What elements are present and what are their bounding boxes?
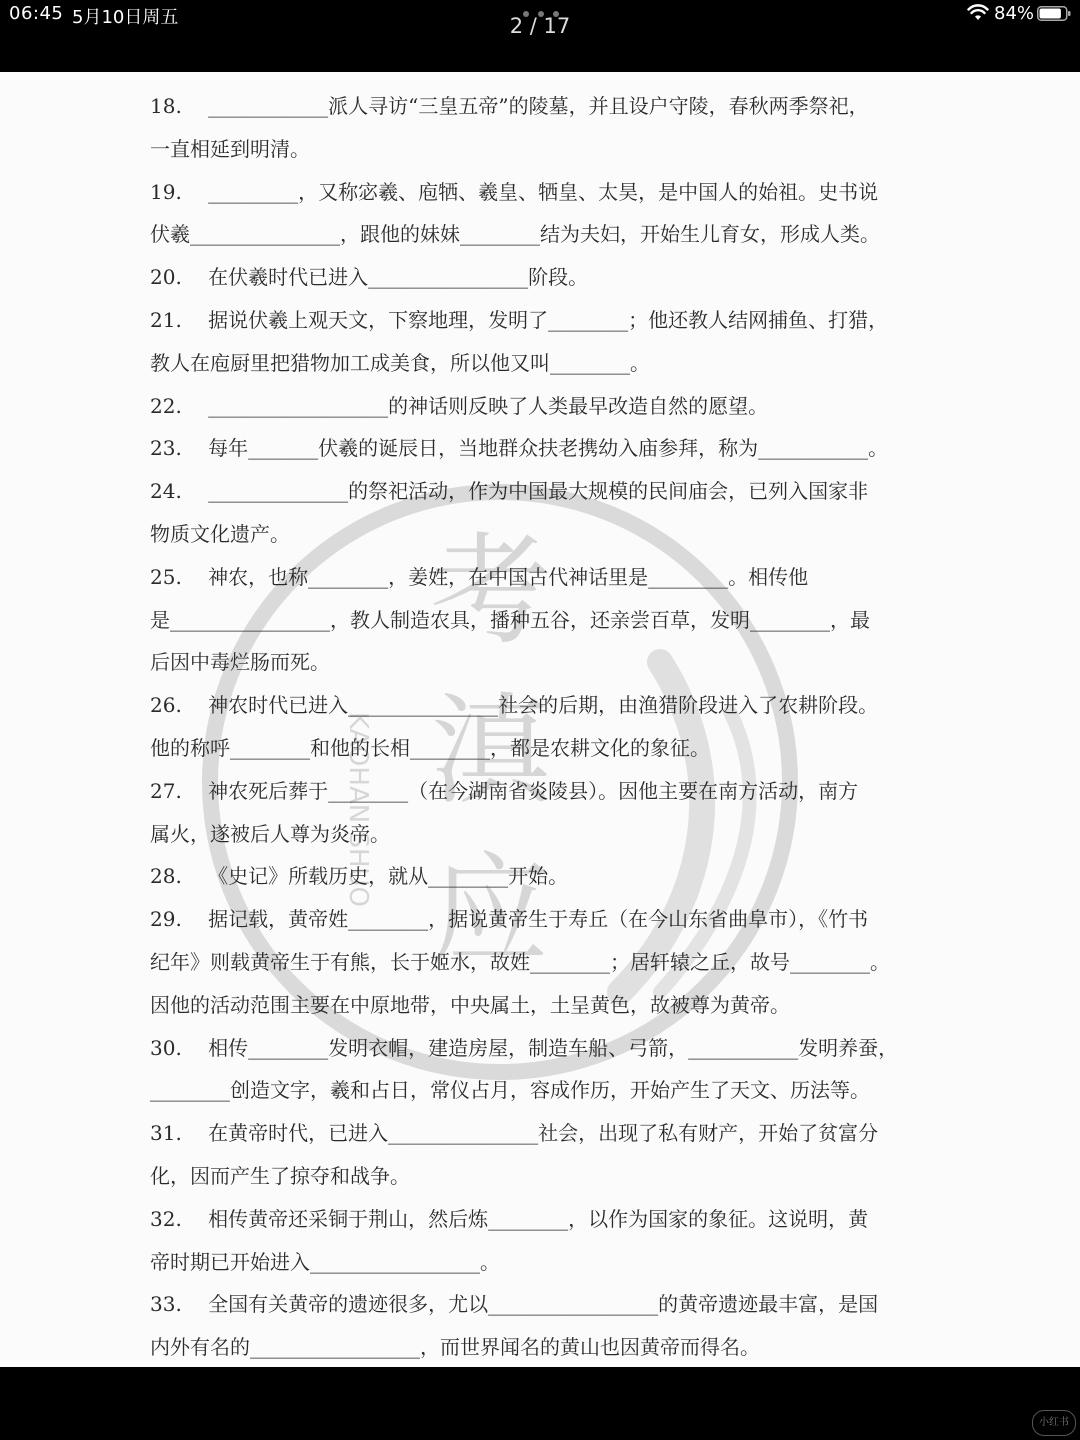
watermark-latin: KAOHAN SHUO — [343, 712, 373, 907]
document-line: 21. 据说伏羲上观天文，下察地理，发明了________；他还教人结网捕鱼、打猎， — [150, 308, 889, 332]
document-line: 20. 在伏羲时代已进入________________阶段。 — [150, 265, 589, 290]
xiaohongshu-logo: 小红书 — [1032, 1410, 1076, 1436]
battery-percent: 84% — [994, 3, 1035, 24]
document-line: 物质文化遗产。 — [150, 522, 290, 546]
document-line: 30. 相传________发明衣帽，建造房屋，制造车船、弓箭，___________发明养蚕， — [150, 1035, 899, 1060]
wifi-icon — [967, 4, 989, 22]
document-line: 26. 神农时代已进入_______________社会的后期，由渔猎阶段进入了农耕阶段。 — [150, 693, 879, 718]
document-line: 一直相延到明清。 — [150, 136, 310, 161]
status-bar — [0, 0, 1080, 72]
document-line: 25. 神农，也称________，姜姓，在中国古代神话里是________。相传他 — [150, 564, 809, 589]
document-line: 24. ______________的祭祀活动，作为中国最大规模的民间庙会，已列入国家非 — [150, 479, 869, 504]
page-indicator: 2 / 17 — [509, 14, 571, 38]
document-line: ________创造文字，羲和占日，常仪占月，容成作历，开始产生了天文、历法等。 — [150, 1078, 870, 1103]
document-line: 23. 每年_______伏羲的诞辰日，当地群众扶老携幼入庙参拜，称为___________。 — [150, 436, 889, 461]
document-line: 33. 全国有关黄帝的遗迹很多，尤以_________________的黄帝遗迹最丰富，是国 — [150, 1292, 879, 1317]
document-line: 伏羲_______________，跟他的妹妹________结为夫妇，开始生儿育女，形成人类。 — [150, 222, 880, 247]
document-line: 27. 神农死后葬于________（在今湖南省炎陵县）。因他主要在南方活动，南方 — [150, 778, 859, 803]
document-line: 属火，遂被后人尊为炎帝。 — [150, 821, 390, 846]
watermark-char-1: 考 — [430, 522, 550, 661]
document-line: 他的称呼________和他的长相________，都是农耕文化的象征。 — [150, 736, 710, 760]
document-line: 18. ____________派人寻访“三皇五帝”的陵墓，并且设户守陵，春秋两季祭祀， — [150, 94, 869, 118]
document-line: 29. 据记载，黄帝姓________，据说黄帝生于寿丘（在今山东省曲阜市），《竹书 — [150, 907, 869, 932]
document-page[interactable] — [0, 72, 1080, 1367]
question-list — [0, 72, 1080, 1367]
document-line: 28. 《史记》所载历史，就从________开始。 — [150, 864, 569, 889]
watermark-char-2: 滇 — [430, 682, 550, 821]
document-line: 19. _________，又称宓羲、庖牺、羲皇、牺皇、太昊，是中国人的始祖。史书说 — [150, 179, 879, 204]
document-line: 32. 相传黄帝还采铜于荆山，然后炼________，以作为国家的象征。这说明，黄 — [150, 1206, 869, 1231]
document-line: 纪年》则载黄帝生于有熊，长于姬水，故姓________；居轩辕之丘，故号________。 — [150, 950, 890, 974]
status-time: 06:45 — [9, 3, 64, 24]
battery-icon — [1037, 6, 1071, 21]
document-line: 因他的活动范围主要在中原地带，中央属土，土呈黄色，故被尊为黄帝。 — [150, 992, 790, 1017]
document-line: 是________________，教人制造农具，播种五谷，还亲尝百草，发明________，最 — [150, 607, 870, 632]
document-line: 31. 在黄帝时代，已进入_______________社会，出现了私有财产，开始了贫富分 — [150, 1121, 879, 1146]
document-line: 教人在庖厨里把猎物加工成美食，所以他又叫________。 — [150, 350, 650, 375]
watermark-char-3: 应 — [430, 842, 550, 981]
document-line: 22. __________________的神话则反映了人类最早改造自然的愿望。 — [150, 393, 769, 418]
status-date: 5月10日周五 — [72, 7, 179, 28]
document-line: 内外有名的_________________，而世界闻名的黄山也因黄帝而得名。 — [150, 1335, 760, 1360]
document-line: 后因中毒烂肠而死。 — [150, 650, 330, 675]
document-line: 帝时期已开始进入_________________。 — [150, 1249, 500, 1274]
bottom-bar — [0, 1367, 1080, 1440]
document-line: 化，因而产生了掠夺和战争。 — [150, 1164, 410, 1188]
